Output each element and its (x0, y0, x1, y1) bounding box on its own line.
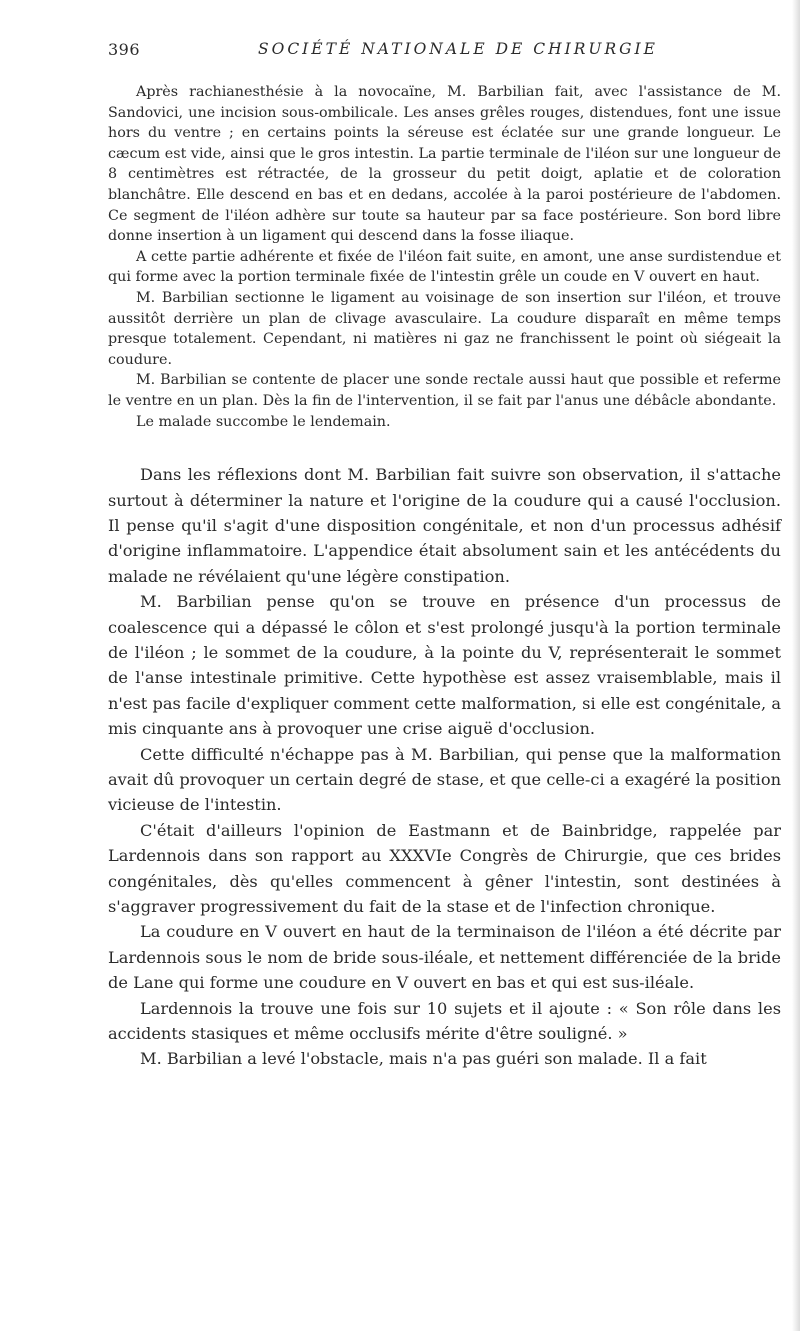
running-title: SOCIÉTÉ NATIONALE DE CHIRURGIE (258, 40, 658, 58)
paragraph: A cette partie adhérente et fixée de l'iléon fait suite, en amont, une anse surdistendue et qui forme avec la portion terminale fixée de l'intestin grêle un coude en V ouvert en haut. (108, 248, 781, 286)
paragraph: La coudure en V ouvert en haut de la terminaison de l'iléon a été décrite par Lardennois sous le nom de bride sous-iléale, et nettement différenciée de la bride de Lane qui forme une coudure en V ouvert en bas et qui est sus-iléale. (108, 922, 781, 993)
running-head (108, 40, 781, 66)
paragraph: M. Barbilian sectionne le ligament au voisinage de son insertion sur l'iléon, et trouve aussitôt derrière un plan de clivage avasculaire. La coudure disparaît en même temps presque totalement. Cependant, ni matières ni gaz ne franchissent le point où siégeait la coudure. (108, 289, 781, 368)
paragraph: C'était d'ailleurs l'opinion de Eastmann et de Bainbridge, rappelée par Lardennois dans son rapport au XXXVIe Congrès de Chirurgie, que ces brides congénitales, dès qu'elles commencent à gêner l'intestin, sont destinées à s'aggraver progressivement du fait de la stase et de l'infection chronique. (108, 820, 781, 916)
book-page (108, 40, 781, 1072)
paragraph: M. Barbilian a levé l'obstacle, mais n'a pas guéri son malade. Il a fait (140, 1049, 707, 1069)
paragraph: Après rachianesthésie à la novocaïne, M. Barbilian fait, avec l'assistance de M. Sandovici, une incision sous-ombilicale. Les anses grêles rouges, distendues, font une issue hors du ventre ; en certains points la séreuse est éclatée sur une grande longueur. Le cæcum est vide, ainsi que le gros intestin. La partie terminale de l'iléon sur une longueur de 8 centimètres est rétractée, de la grosseur du petit doigt, aplatie et de coloration blanchâtre. Elle descend en bas et en dedans, accolée à la paroi postérieure de l'abdomen. Ce segment de l'iléon adhère sur toute sa hauteur par sa face postérieure. Son bord libre donne insertion à un ligament qui descend dans la fosse iliaque. (108, 84, 781, 245)
page-number: 396 (108, 40, 141, 59)
page-edge-shadow (792, 0, 800, 1331)
paragraph: Cette difficulté n'échappe pas à M. Barbilian, qui pense que la malformation avait dû provoquer un certain degré de stase, et que celle-ci a exagéré la position vicieuse de l'intestin. (108, 744, 781, 815)
case-report-section (108, 82, 781, 432)
paragraph: Lardennois la trouve une fois sur 10 sujets et il ajoute : « Son rôle dans les accidents stasiques et même occlusifs mérite d'être souligné. » (108, 998, 781, 1044)
paragraph: Dans les réflexions dont M. Barbilian fait suivre son observation, il s'attache surtout à déterminer la nature et l'origine de la coudure qui a causé l'occlusion. Il pense qu'il s'agit d'une disposition congénitale, et non d'un processus adhésif d'origine inflammatoire. L'appendice était absolument sain et les antécédents du malade ne révélaient qu'une légère constipation. (108, 465, 781, 586)
paragraph: Le malade succombe le lendemain. (136, 413, 391, 430)
discussion-section (108, 462, 781, 1072)
paragraph: M. Barbilian se contente de placer une sonde rectale aussi haut que possible et referme le ventre en un plan. Dès la fin de l'intervention, il se fait par l'anus une débâcle abondante. (108, 372, 781, 409)
paragraph: M. Barbilian pense qu'on se trouve en présence d'un processus de coalescence qui a dépassé le côlon et s'est prolongé jusqu'à la portion terminale de l'iléon ; le sommet de la coudure, à la pointe du V, représenterait le sommet de l'anse intestinale primitive. Cette hypothèse est assez vraisemblable, mais il n'est pas facile d'expliquer comment cette malformation, si elle est congénitale, a mis cinquante ans à provoquer une crise aiguë d'occlusion. (108, 592, 781, 739)
